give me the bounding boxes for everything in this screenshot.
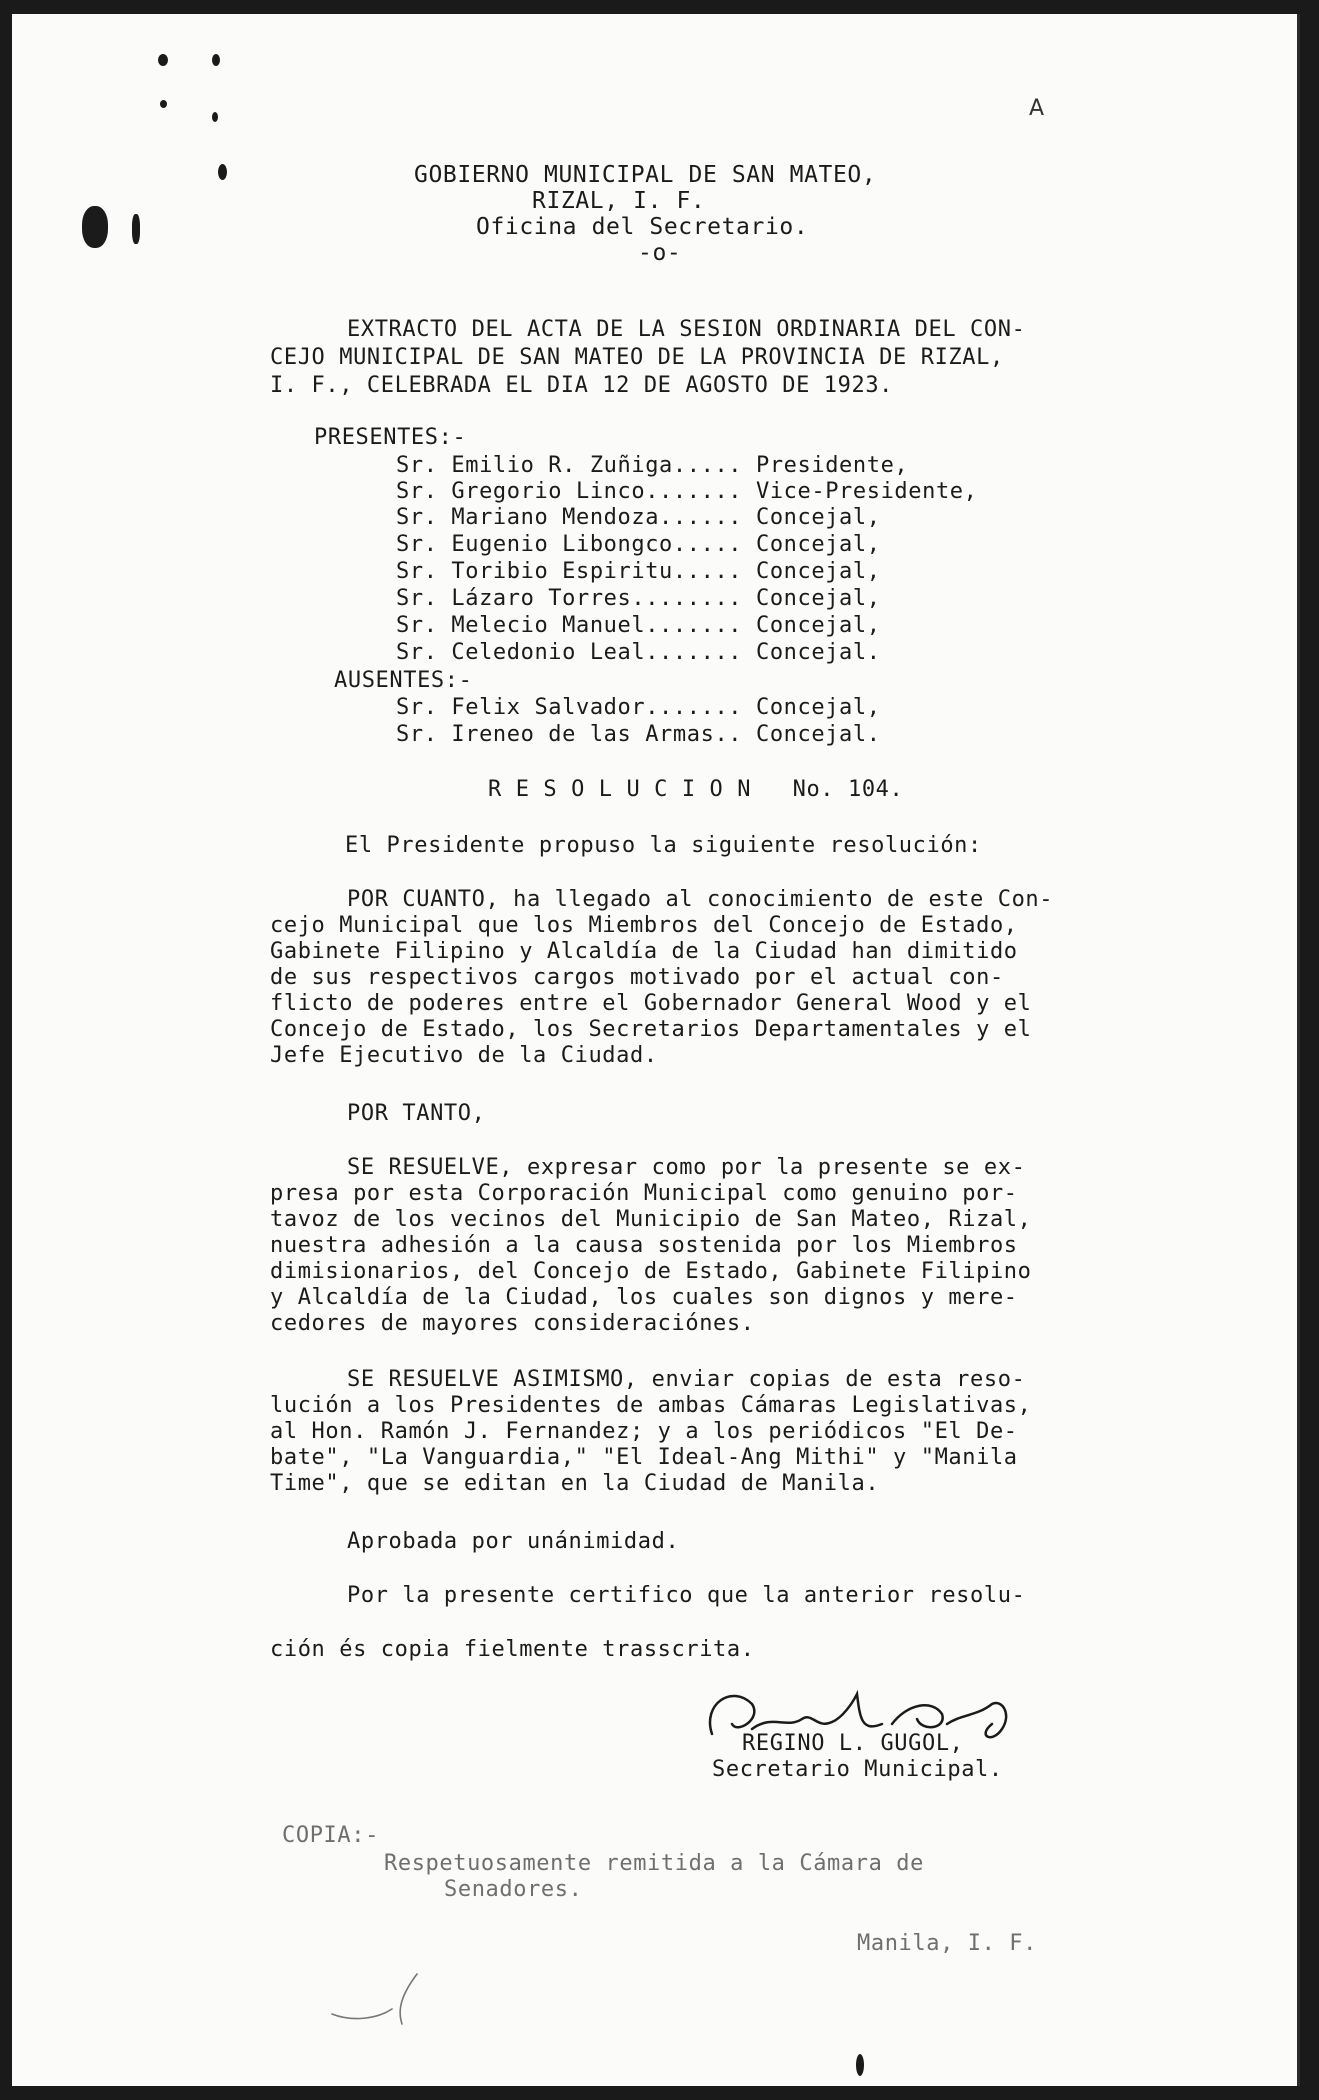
ink-blot	[82, 206, 108, 248]
punch-mark	[212, 54, 220, 66]
resolution-title: R E S O L U C I O N No. 104.	[488, 777, 904, 802]
punch-mark	[212, 112, 218, 122]
absentee-row: Sr. Ireneo de las Armas.. Concejal.	[396, 722, 881, 747]
por-cuanto-line: cejo Municipal que los Miembros del Concejo de Estado,	[270, 913, 1018, 938]
attendee-row: Sr. Emilio R. Zuñiga..... Presidente,	[396, 453, 909, 478]
attendee-row: Sr. Gregorio Linco....... Vice-Presidente,	[396, 479, 978, 504]
punch-mark	[218, 164, 227, 180]
corner-mark: A	[1029, 96, 1045, 121]
por-cuanto-line: Concejo de Estado, los Secretarios Departamentales y el	[270, 1017, 1032, 1042]
copy-label: COPIA:-	[282, 1823, 379, 1848]
asimismo-line: Time", que se editan en la Ciudad de Manila.	[270, 1471, 880, 1496]
por-cuanto-line: POR CUANTO, ha llegado al conocimiento de este Con-	[347, 887, 1054, 912]
approval-note: Aprobada por unánimidad.	[347, 1529, 680, 1554]
secretary-title: Secretario Municipal.	[712, 1757, 1003, 1782]
punch-mark	[160, 100, 167, 108]
se-resuelve-line: cedores de mayores consideraciónes.	[270, 1311, 755, 1336]
office-heading: Oficina del Secretario.	[476, 214, 809, 240]
asimismo-line: SE RESUELVE ASIMISMO, enviar copias de esta reso-	[347, 1367, 1026, 1392]
por-cuanto-line: de sus respectivos cargos motivado por el actual con-	[270, 965, 1004, 990]
pencil-scribble	[322, 1964, 452, 2034]
municipality-heading: GOBIERNO MUNICIPAL DE SAN MATEO,	[414, 162, 877, 188]
attendee-row: Sr. Lázaro Torres........ Concejal,	[396, 586, 881, 611]
por-cuanto-line: Gabinete Filipino y Alcaldía de la Ciudad han dimitido	[270, 939, 1018, 964]
se-resuelve-line: y Alcaldía de la Ciudad, los cuales son dignos y mere-	[270, 1285, 1018, 1310]
copy-place: Manila, I. F.	[857, 1931, 1037, 1956]
copy-line: Respetuosamente remitida a la Cámara de	[384, 1851, 924, 1876]
asimismo-line: al Hon. Ramón J. Fernandez; y a los periódicos "El De-	[270, 1419, 1018, 1444]
se-resuelve-line: presa por esta Corporación Municipal como genuino por-	[270, 1181, 1018, 1206]
secretary-name: REGINO L. GUGOL,	[742, 1731, 964, 1756]
ink-blot	[132, 214, 140, 244]
se-resuelve-line: SE RESUELVE, expresar como por la presente se ex-	[347, 1155, 1026, 1180]
punch-mark	[158, 54, 168, 66]
ink-blot	[856, 2054, 864, 2076]
se-resuelve-line: dimisionarios, del Concejo de Estado, Gabinete Filipino	[270, 1259, 1032, 1284]
absentee-row: Sr. Felix Salvador....... Concejal,	[396, 695, 881, 720]
document-page	[12, 14, 1300, 2086]
province-heading: RIZAL, I. F.	[532, 188, 706, 214]
asimismo-line: bate", "La Vanguardia," "El Ideal-Ang Mithi" y "Manila	[270, 1445, 1018, 1470]
attendee-row: Sr. Celedonio Leal....... Concejal.	[396, 640, 881, 665]
por-tanto: POR TANTO,	[347, 1101, 486, 1126]
present-label: PRESENTES:-	[314, 425, 467, 450]
certification-line: Por la presente certifico que la anterior resolu-	[347, 1583, 1026, 1608]
certification-line: ción és copia fielmente trasscrita.	[270, 1637, 755, 1662]
asimismo-line: lución a los Presidentes de ambas Cámaras Legislativas,	[270, 1393, 1032, 1418]
extract-line: I. F., CELEBRADA EL DIA 12 DE AGOSTO DE 1923.	[270, 373, 894, 398]
attendee-row: Sr. Eugenio Libongco..... Concejal,	[396, 532, 881, 557]
heading-separator: -o-	[638, 240, 682, 266]
copy-line: Senadores.	[444, 1877, 583, 1902]
attendee-row: Sr. Toribio Espiritu..... Concejal,	[396, 559, 881, 584]
extract-line: CEJO MUNICIPAL DE SAN MATEO DE LA PROVINCIA DE RIZAL,	[270, 345, 1004, 370]
resolution-intro: El Presidente propuso la siguiente resolución:	[345, 833, 982, 858]
por-cuanto-line: flicto de poderes entre el Gobernador General Wood y el	[270, 991, 1032, 1016]
por-cuanto-line: Jefe Ejecutivo de la Ciudad.	[270, 1043, 658, 1068]
attendee-row: Sr. Melecio Manuel....... Concejal,	[396, 613, 881, 638]
absent-label: AUSENTES:-	[334, 668, 473, 693]
extract-line: EXTRACTO DEL ACTA DE LA SESION ORDINARIA DEL CON-	[347, 317, 1026, 342]
se-resuelve-line: nuestra adhesión a la causa sostenida por los Miembros	[270, 1233, 1018, 1258]
attendee-row: Sr. Mariano Mendoza...... Concejal,	[396, 505, 881, 530]
se-resuelve-line: tavoz de los vecinos del Municipio de San Mateo, Rizal,	[270, 1207, 1032, 1232]
